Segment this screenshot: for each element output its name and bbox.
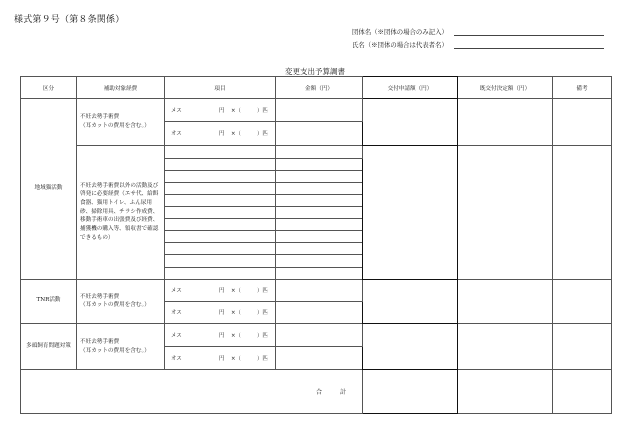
amount-cell[interactable] bbox=[276, 301, 363, 323]
table-row bbox=[21, 99, 612, 122]
amount-cell[interactable] bbox=[276, 243, 363, 255]
amount-cell[interactable] bbox=[276, 231, 363, 243]
header-item: 項目 bbox=[165, 77, 276, 99]
item-cell[interactable] bbox=[165, 158, 276, 170]
expense-surgery-note: （耳カットの費用を含む。） bbox=[80, 347, 150, 354]
budget-table bbox=[20, 76, 612, 414]
amount-cell[interactable] bbox=[276, 99, 363, 122]
remarks-cell[interactable] bbox=[553, 324, 612, 370]
item-cell[interactable] bbox=[165, 207, 276, 219]
remarks-cell[interactable] bbox=[553, 99, 612, 145]
amount-cell[interactable] bbox=[276, 324, 363, 347]
group-name-label: 団体名（※団体の場合のみ記入） bbox=[352, 28, 448, 36]
amount-cell[interactable] bbox=[276, 182, 363, 194]
group-name-field[interactable] bbox=[454, 34, 604, 36]
total-decided-amount-cell[interactable] bbox=[458, 370, 553, 414]
expense-surgery-label: 不妊去勢手術費 bbox=[80, 114, 120, 121]
remarks-cell[interactable] bbox=[553, 279, 612, 323]
total-application-amount-cell[interactable] bbox=[363, 370, 458, 414]
form-number: 様式第９号（第８条関係） bbox=[14, 15, 125, 25]
item-female[interactable]: メス 円 ×（ ）匹 bbox=[165, 324, 276, 347]
amount-cell[interactable] bbox=[276, 122, 363, 145]
category-multi: 多頭飼育問題対策 bbox=[21, 324, 77, 370]
category-community: 地域猫活動 bbox=[21, 99, 77, 279]
decided-amount-cell[interactable] bbox=[458, 145, 553, 279]
table-row bbox=[21, 324, 612, 347]
person-name-row bbox=[352, 40, 448, 49]
person-name-field[interactable] bbox=[454, 47, 604, 49]
amount-cell[interactable] bbox=[276, 145, 363, 158]
amount-cell[interactable] bbox=[276, 279, 363, 301]
group-name-row bbox=[352, 27, 448, 36]
remarks-cell[interactable] bbox=[553, 145, 612, 279]
header-decided-amount: 既交付決定額（円） bbox=[458, 77, 553, 99]
expense-other-community: 不妊去勢手術費以外の活動及び啓発に必要経費（エサ代、給餌食器、猫用トイレ、ふん尿用砂、掃除用具、チラシ作成費、移動手術車の出張費及び経費、捕獲機の購入等、領収書で確認できるもの） bbox=[77, 145, 165, 279]
item-cell[interactable] bbox=[165, 255, 276, 267]
application-amount-cell[interactable] bbox=[363, 99, 458, 145]
total-remarks-cell[interactable] bbox=[553, 370, 612, 414]
expense-surgery-label: 不妊去勢手術費 bbox=[80, 339, 120, 346]
header-application-amount: 交付申請額（円） bbox=[363, 77, 458, 99]
item-cell[interactable] bbox=[165, 182, 276, 194]
amount-cell[interactable] bbox=[276, 219, 363, 231]
decided-amount-cell[interactable] bbox=[458, 324, 553, 370]
amount-cell[interactable] bbox=[276, 170, 363, 182]
expense-surgery-community bbox=[77, 99, 165, 145]
application-amount-cell[interactable] bbox=[363, 279, 458, 323]
header-row bbox=[21, 77, 612, 99]
item-male[interactable]: オス 円 ×（ ）匹 bbox=[165, 347, 276, 370]
header-expense-type: 補助対象経費 bbox=[77, 77, 165, 99]
item-cell[interactable] bbox=[165, 267, 276, 279]
person-name-label: 氏名（※団体の場合は代表者名） bbox=[352, 41, 448, 49]
table-row bbox=[21, 145, 612, 158]
total-label: 合 計 bbox=[21, 370, 363, 414]
item-cell[interactable] bbox=[165, 231, 276, 243]
header-category: 区分 bbox=[21, 77, 77, 99]
item-male[interactable]: オス 円 ×（ ）匹 bbox=[165, 122, 276, 145]
table-row bbox=[21, 279, 612, 301]
expense-surgery-label: 不妊去勢手術費 bbox=[80, 293, 120, 300]
header-remarks: 備考 bbox=[553, 77, 612, 99]
item-cell[interactable] bbox=[165, 145, 276, 158]
expense-surgery-note: （耳カットの費用を含む。） bbox=[80, 122, 150, 129]
item-cell[interactable] bbox=[165, 194, 276, 206]
amount-cell[interactable] bbox=[276, 255, 363, 267]
amount-cell[interactable] bbox=[276, 194, 363, 206]
item-female[interactable]: メス 円 ×（ ）匹 bbox=[165, 279, 276, 301]
amount-cell[interactable] bbox=[276, 347, 363, 370]
total-row bbox=[21, 370, 612, 414]
decided-amount-cell[interactable] bbox=[458, 99, 553, 145]
expense-surgery-multi bbox=[77, 324, 165, 370]
expense-surgery-tnr bbox=[77, 279, 165, 323]
category-tnr: TNR活動 bbox=[21, 279, 77, 323]
application-amount-cell[interactable] bbox=[363, 324, 458, 370]
amount-cell[interactable] bbox=[276, 267, 363, 279]
item-cell[interactable] bbox=[165, 243, 276, 255]
decided-amount-cell[interactable] bbox=[458, 279, 553, 323]
application-amount-cell[interactable] bbox=[363, 145, 458, 279]
item-female[interactable]: メス 円 ×（ ）匹 bbox=[165, 99, 276, 122]
item-cell[interactable] bbox=[165, 219, 276, 231]
item-cell[interactable] bbox=[165, 170, 276, 182]
header-amount: 金額（円） bbox=[276, 77, 363, 99]
amount-cell[interactable] bbox=[276, 207, 363, 219]
item-male[interactable]: オス 円 ×（ ）匹 bbox=[165, 301, 276, 323]
expense-surgery-note: （耳カットの費用を含む。） bbox=[80, 302, 150, 309]
amount-cell[interactable] bbox=[276, 158, 363, 170]
document-title: 変更支出予算調書 bbox=[285, 67, 345, 76]
